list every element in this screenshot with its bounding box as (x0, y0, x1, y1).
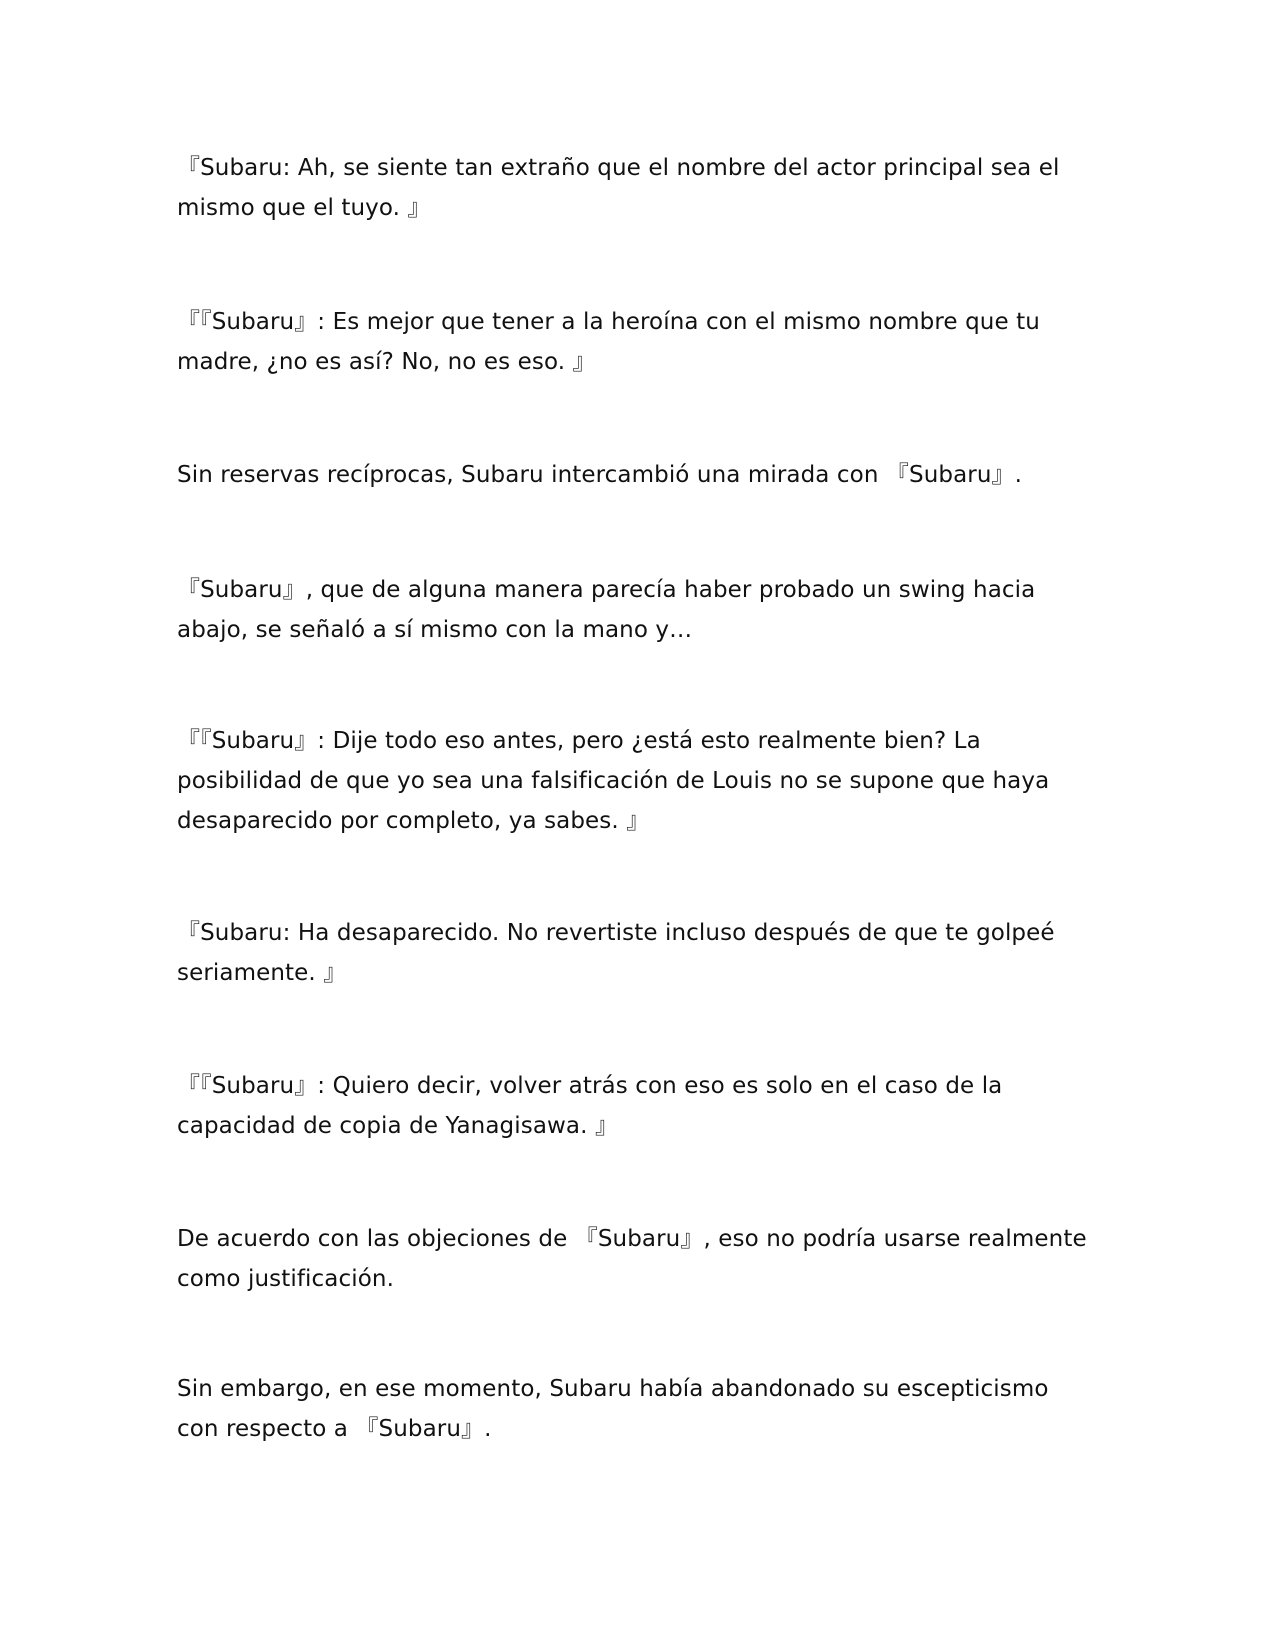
paragraph: 『『Subaru』: Dije todo eso antes, pero ¿está esto realmente bien? La posibilidad de que yo sea una falsificación de Louis no se supone que haya desaparecido por completo, ya sabes. 』 (177, 728, 1050, 834)
paragraph: 『『Subaru』: Es mejor que tener a la heroína con el mismo nombre que tu madre, ¿no es así? No, no es eso. 』 (177, 309, 1040, 375)
paragraph: 『Subaru』, que de alguna manera parecía haber probado un swing hacia abajo, se señaló a sí mismo con la mano y… (177, 577, 1036, 643)
paragraph: 『Subaru: Ah, se siente tan extraño que el nombre del actor principal sea el mismo que el tuyo. 』 (177, 155, 1060, 221)
paragraph: Sin reservas recíprocas, Subaru intercambió una mirada con 『Subaru』. (177, 462, 1023, 488)
paragraph: De acuerdo con las objeciones de 『Subaru』, eso no podría usarse realmente como justificación. (177, 1226, 1087, 1292)
paragraph: 『『Subaru』: Quiero decir, volver atrás con eso es solo en el caso de la capacidad de copia de Yanagisawa. 』 (177, 1073, 1003, 1139)
paragraph: 『Subaru: Ha desaparecido. No revertiste incluso después de que te golpeé seriamente. 』 (177, 920, 1055, 986)
paragraph: Sin embargo, en ese momento, Subaru había abandonado su escepticismo con respecto a 『Subaru』. (177, 1376, 1049, 1442)
